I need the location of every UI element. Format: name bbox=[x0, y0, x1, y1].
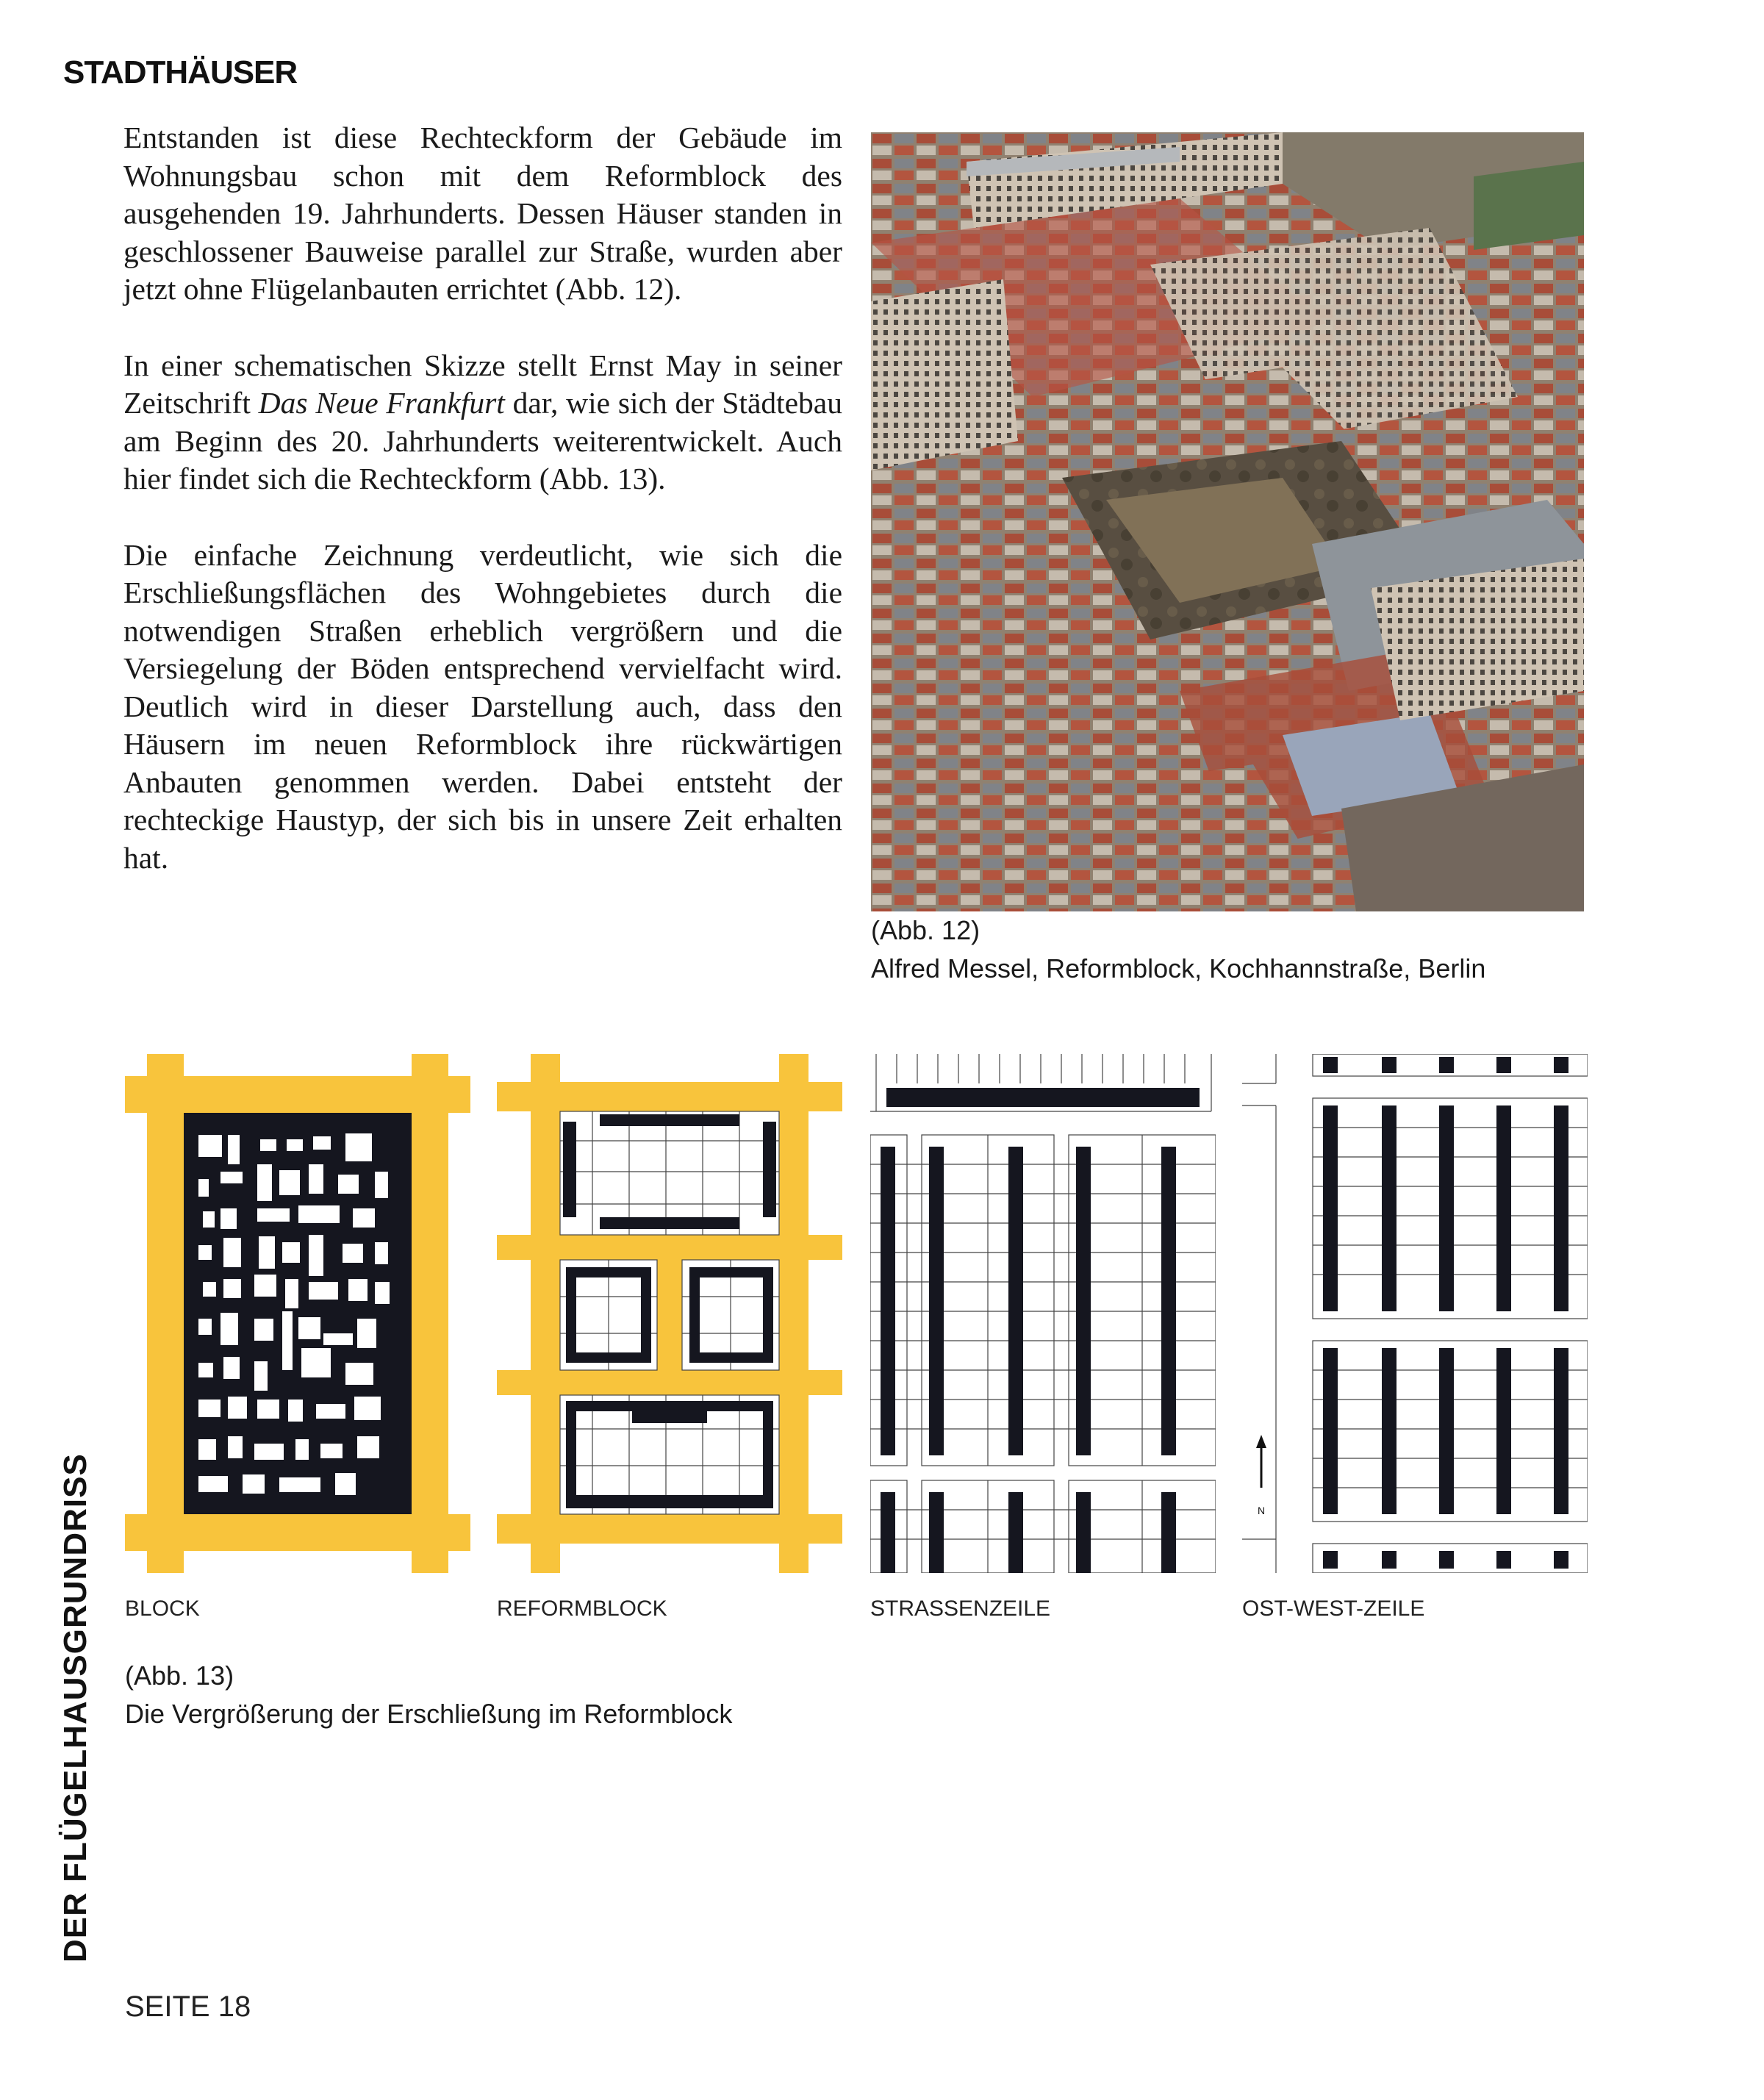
figure-13-label: (Abb. 13) bbox=[125, 1660, 234, 1691]
figure-12-text: Alfred Messel, Reformblock, Kochhannstraße, Berlin bbox=[871, 953, 1486, 983]
diagram-label-ost-west-zeile: OST-WEST-ZEILE bbox=[1242, 1596, 1425, 1621]
diagram-block bbox=[125, 1054, 470, 1573]
page-number: SEITE 18 bbox=[125, 1990, 251, 2023]
body-text bbox=[123, 119, 842, 915]
diagram-label-strassenzeile: STRASSENZEILE bbox=[870, 1596, 1051, 1621]
diagram-reformblock bbox=[497, 1054, 842, 1573]
figure-13-text: Die Vergrößerung der Erschließung im Reformblock bbox=[125, 1699, 733, 1729]
magazine-title: Das Neue Frankfurt bbox=[258, 386, 505, 420]
diagram-label-block: BLOCK bbox=[125, 1596, 200, 1621]
diagram-strassenzeile bbox=[870, 1054, 1216, 1573]
paragraph-3: Die einfache Zeichnung verdeutlicht, wie sich die Erschließungsflächen des Wohngebietes durch die notwendigen Straßen erheblich vergrößern und die Versiegelung der Böden entsprechend vervielfacht wird. Deutlich wird in dieser Darstellung auch, dass den Häusern im neuen Reformblock ihre rückwärtigen Anbauten genommen werden. Dabei entsteht der rechteckige Haustyp, der sich bis in unsere Zeit erhalten hat. bbox=[123, 537, 842, 875]
north-label: N bbox=[1258, 1505, 1266, 1516]
paragraph-2: In einer schematischen Skizze stellt Ernst May in seiner Zeitschrift Das Neue Frankfurt dar, wie sich der Städtebau am Beginn des 20. Jahrhunderts weiterentwickelt. Auch hier findet sich die Rechteckform (Abb. 13). bbox=[123, 348, 842, 495]
section-title: STADTHÄUSER bbox=[63, 54, 298, 90]
chapter-side-title: DER FLÜGELHAUSGRUNDRISS bbox=[57, 1453, 93, 1963]
aerial-photo-reformblock bbox=[871, 132, 1584, 911]
paragraph-1: Entstanden ist diese Rechteckform der Gebäude im Wohnungsbau schon mit dem Reformblock des ausgehenden 19. Jahrhunderts. Dessen Häuser standen in geschlossener Bauweise parallel zur Straße, wurden aber jetzt ohne Flügelanbauten errichtet (Abb. 12). bbox=[123, 121, 842, 306]
figure-12-caption bbox=[871, 911, 1485, 988]
diagram-label-reformblock: REFORMBLOCK bbox=[497, 1596, 667, 1621]
figure-12-label: (Abb. 12) bbox=[871, 915, 980, 945]
figure-13-caption bbox=[125, 1657, 732, 1733]
diagram-ost-west-zeile bbox=[1242, 1054, 1588, 1573]
